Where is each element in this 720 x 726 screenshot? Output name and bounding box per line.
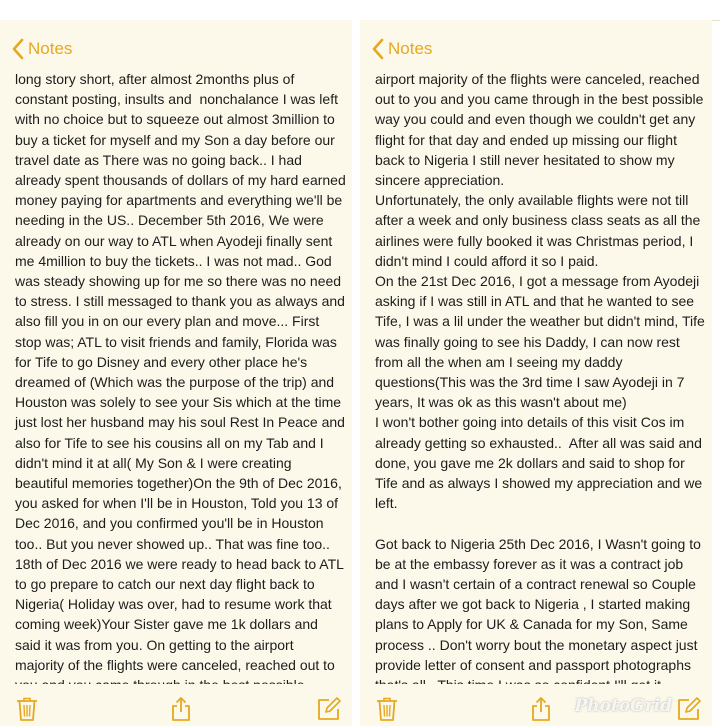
back-label: Notes <box>28 39 73 58</box>
bottom-toolbar <box>360 684 712 726</box>
panel-divider <box>352 20 360 726</box>
note-text[interactable]: airport majority of the flights were canceled, reached out to you and you came through in the best possible way you could and even though we couldn't get any flight for that day and ended up missing our flight back to Nigeria I still never hesitated to show my sincere appreciation. Unfortunately, the only available flights were not till after a week and only business class seats as all the airlines were fully booked it was Christmas period, I didn't mind I could afford it so I paid. On the 21st Dec 2016, I got a message from Ayodeji asking if I was still in ATL and that he wanted to see Tife, I was a lil under the weather but didn't mind, Tife was finally going to see his Daddy, I can now rest from all the when am I seeing my daddy questions(This was the 3rd time I saw Ayodeji in 7 years, It was ok as this wasn't about me) I won't bother going into details of this visit Cos im already getting so exhausted.. After all was said and done, you gave me 2k dollars and said to shop for Tife and as always I showed my appreciation and we left. Got back to Nigeria 25th Dec 2016, I Wasn't going to be at the embassy forever as it was a contract job and I wasn't certain of a contract renewal so Couple days after we got back to Nigeria , I started making plans to Apply for UK & Canada for my Son, Same process .. Don't worry bout the monetary aspect just provide letter of consent and passport photographs <box>375 71 705 673</box>
back-button[interactable] <box>0 34 72 64</box>
share-icon[interactable] <box>528 696 554 722</box>
top-strip <box>0 0 720 21</box>
photogrid-watermark: PhotoGrid <box>574 696 672 716</box>
bottom-toolbar <box>0 684 352 726</box>
share-icon[interactable] <box>168 696 194 722</box>
back-label: Notes <box>388 39 433 58</box>
note-panel-right <box>360 20 712 726</box>
note-panel-left <box>0 20 352 726</box>
compose-icon[interactable] <box>316 696 342 722</box>
compose-icon[interactable] <box>676 696 702 722</box>
trash-icon[interactable] <box>374 696 400 722</box>
note-text[interactable]: long story short, after almost 2months plus of constant posting, insults and nonchalance I was left with no choice but to squeeze out almost 3million to buy a ticket for myself and my Son a day before our travel date as There was no going back.. I had already spent thousands of dollars of my hard earned money paying for apartments and everything we'll be needing in the US.. December 5th 2016, We were already on our way to ATL when Ayodeji finally sent me 4million to buy the tickets.. I was not mad.. God was steady showing up for me so there was no need to stress. I still messaged to thank you as always and also fill you in on our every plan and move... First stop was; ATL to visit friends and family, Florida was for Tife to go Disney and every other place he's dreamed of (Which was the purpose of the trip) and Houston was solely to see your Sis which at the time just lost her husband may his soul Rest In Peace and also for Tife to see his cousins all on my Tab and I didn't mind it at all( My Son & I were creating beautiful memories together)On the 9th of Dec 2016, you asked for when I'll be in Houston, Told you 13 of Dec 2016, and you confirmed you'll be in Houston too.. But you never showed up.. That was fine too.. 18th of Dec 2016 we were ready to head back to ATL to go prepare to catch our next day flight back to Nigeria( Holiday was over, had to resume work that coming week)Your Sister gave me 1k dollars and said it was from you. On getting to the airport majority of the flights were canceled, reached out to <box>15 71 346 673</box>
back-button[interactable] <box>360 34 432 64</box>
trash-icon[interactable] <box>14 696 40 722</box>
